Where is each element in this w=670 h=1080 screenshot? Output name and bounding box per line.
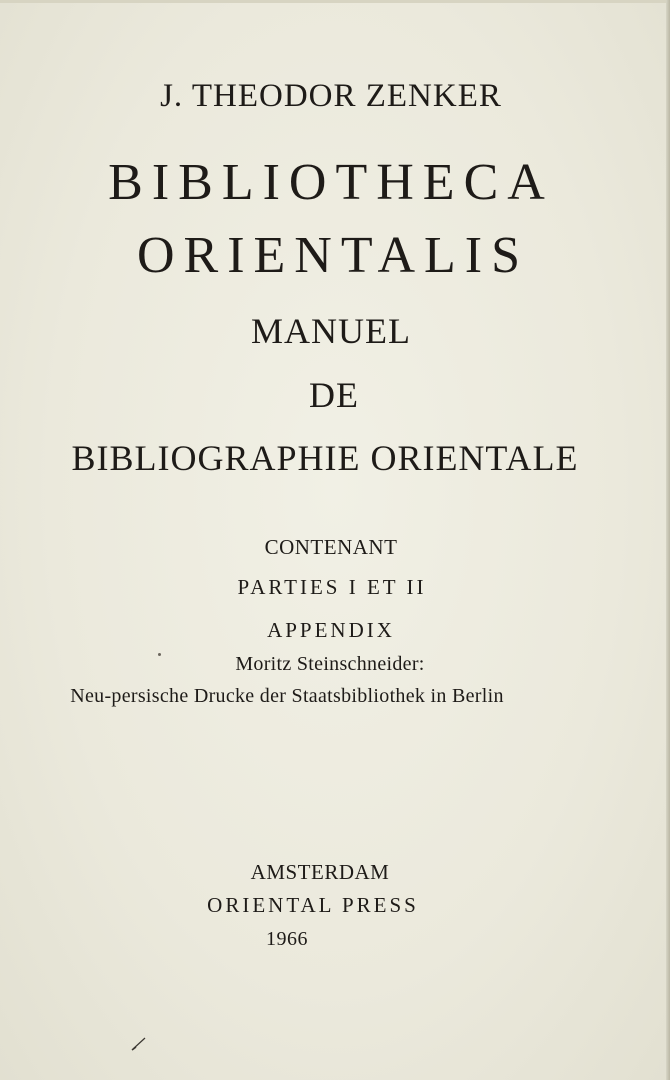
page-right-edge — [666, 0, 670, 1080]
author-name: J. THEODOR ZENKER — [160, 78, 502, 114]
imprint-city: AMSTERDAM — [250, 860, 390, 884]
page-top-edge — [0, 0, 670, 3]
title-line-1: BIBLIOTHECA — [108, 154, 554, 211]
imprint-publisher: ORIENTAL PRESS — [207, 893, 419, 917]
contenant-label: CONTENANT — [264, 535, 398, 559]
subtitle-line-1: MANUEL — [251, 311, 411, 351]
appendix-title: Neu-persische Drucke der Staatsbibliothek in Berlin — [70, 685, 504, 707]
appendix-heading: APPENDIX — [267, 618, 395, 642]
subtitle-line-3: BIBLIOGRAPHIE ORIENTALE — [71, 438, 579, 478]
appendix-author: Moritz Steinschneider: — [235, 653, 425, 675]
imprint-year: 1966 — [266, 928, 308, 950]
pencil-mark-icon — [131, 1035, 147, 1051]
subtitle-line-2: DE — [309, 375, 359, 415]
title-line-2: ORIENTALIS — [136, 227, 530, 284]
parts-line: PARTIES I ET II — [237, 575, 427, 599]
